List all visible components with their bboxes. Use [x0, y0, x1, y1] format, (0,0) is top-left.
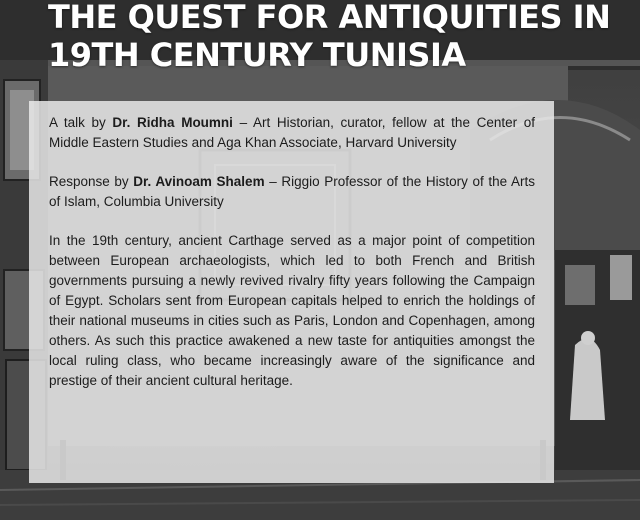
talk-paragraph [49, 113, 535, 153]
talk-speaker-name: Dr. Ridha Moumni [112, 115, 233, 130]
talk-speaker-details: – Art Historian, curator, fellow at the Center of Middle Eastern Studies and Aga Khan Associate, Harvard University [49, 115, 535, 150]
title-line-2: 19TH CENTURY TUNISIA [48, 36, 466, 74]
event-description-content [49, 113, 535, 410]
talk-prefix: A talk by [49, 115, 113, 130]
response-paragraph [49, 172, 535, 212]
event-title [48, 0, 628, 74]
response-prefix: Response by [49, 174, 134, 189]
response-speaker-details: – Riggio Professor of the History of the Arts of Islam, Columbia University [49, 174, 535, 209]
response-speaker-name: Dr. Avinoam Shalem [133, 174, 265, 189]
title-line-1: THE QUEST FOR ANTIQUITIES IN [48, 0, 611, 36]
description-paragraph: In the 19th century, ancient Carthage served as a major point of competition between European archaeologists, which led to both French and British governments pursuing a newly revived rivalry fifty years following the Campaign of Egypt. Scholars sent from European capitals helped to enrich the holdings of their national museums in cities such as Paris, London and Copenhagen, among others. As such this practice awakened a new taste for antiquities amongst the local ruling class, who became increasingly aware of the significance and prestige of their ancient cultural heritage. [49, 233, 535, 388]
